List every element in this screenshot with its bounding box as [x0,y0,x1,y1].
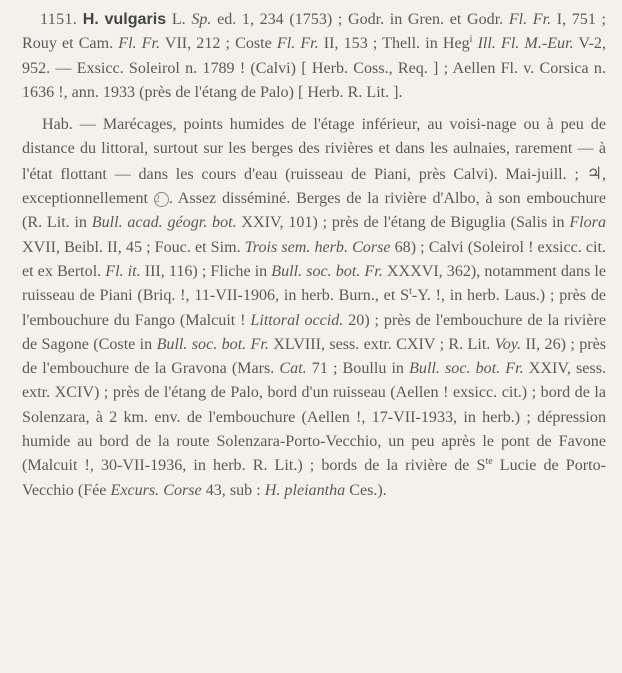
habitat-text: Hab. — Marécages, points humides de l'étage inférieur, au voisi-nage ou à peu de distance du littoral, surtout sur les berges des rivières et dans les aulnaies, rarement — à l'état flottant — dans les cours d'eau (ruisseau de Piani, près Calvi). Mai-juill. ; [22,116,606,183]
habitat-text: 43, [205,481,226,499]
habitat-text: 20) ; près de l'embouchure de la rivière de Sagone (Coste in [22,311,606,353]
habitat-text: Lucie de Porto-Vecchio (Fée [22,457,607,499]
citation-text: Godr. [467,11,504,28]
habitat-text: XXIV, sess. extr. XCIV) ; près de l'étang de Palo, bord d'un ruisseau (Aellen ! exsicc. cit.) ; bord de la Solenzara, à 2 km. env. de l'embouchure (Aellen !, 17-VII-1933, in herb.) ; dépression humide au bord de la route Solenzara-Porto-Vecchio, un peu après le pont de Favone (Malcuit !, 30-VII-1936, in herb. R. Lit.) ; bords de la rivière de S [22,360,606,475]
genus-abbrev: H. [82,10,99,28]
work-title: Fl. Fr. [276,35,319,53]
work-title: Littoral occid. [250,311,344,329]
habitat-text: . Assez disséminé. Berges de la rivière d'Albo, à son embouchure (R. Lit. in [22,190,607,232]
habitat-text: XVII, Beibl. II, 45 ; Fouc. et Sim. [22,238,241,256]
superscript: t [409,286,412,298]
work-title: Fl. Fr. [118,35,160,53]
habitat-paragraph [22,113,606,503]
circled-number: 2 [154,192,169,207]
habitat-text: III, 116) ; Fliche in [144,262,268,280]
habitat-text: Ces.). [349,481,387,499]
entry-number: 1151. [40,11,78,28]
work-title: Excurs. Corse [110,481,202,499]
habitat-text: -Y. !, in herb. Laus.) ; près de l'embouchure du Fango (Malcuit ! [22,287,607,329]
authority: L. [171,11,186,28]
habitat-text: 68) ; Calvi (Soleirol ! exsicc. cit. et ex Bertol. [22,238,606,280]
work-title: Fl. it. [105,262,141,280]
habitat-text: XLVIII, sess. extr. CXIV ; R. Lit. [273,335,491,353]
habitat-text: , exceptionnellement [22,165,606,208]
habitat-text: XXIV, 101) ; près de l'étang de Biguglia (Salis in [241,214,565,232]
perennial-symbol: ♃ [586,163,602,183]
citation-text: II, 153 ; Thell. in Heg [323,35,470,53]
work-title: Ill. Fl. M.-Eur. [477,35,574,53]
habitat-text: sub : [229,481,261,499]
habitat-text: 71 ; Boullu in [311,360,404,378]
citation-text: V-2, 952. — Exsicc. Soleirol [22,35,606,77]
species-entry-paragraph [22,7,606,105]
work-title: Bull. acad. géogr. bot. [91,214,237,232]
citation-text: I, 751 ; Rouy et Cam. [22,11,606,53]
habitat-text: XXXVI, 362), notamment dans le ruisseau de Piani (Briq. !, 11-VII-1906, in herb. Burn., et S [22,262,607,305]
work-title: Cat. [279,360,307,378]
work-title: Trois sem. herb. Corse [244,238,391,256]
work-title: Flora [569,214,606,232]
citation-text: VII, 212 ; Coste [164,35,272,53]
work-title: Bull. soc. bot. Fr. [156,335,269,353]
work-title: Fl. Fr. [508,11,552,28]
work-title: Voy. [494,335,522,353]
superscript: i [469,34,473,46]
exsiccata-text: ann. 1933 (près de l'étang de Palo) [ Herb. R. Lit. ]. [71,83,403,101]
work-title: Bull. soc. bot. Fr. [409,360,524,378]
exsiccata-text: n. 1789 ! (Calvi) [ Herb. Coss., Req. ] ; Aellen Fl. v. Corsica n. 1636 !, [22,59,607,101]
superscript: te [485,456,493,468]
species-epithet: vulgaris [104,10,167,28]
taxon-name: H. pleiantha [264,481,346,499]
habitat-text: II, 26) ; près de l'embouchure de la Gravona (Mars. [22,335,607,378]
citation-text: ed. 1, 234 (1753) ; Godr. in Gren. et [217,11,462,28]
sp-abbrev: Sp. [191,11,212,28]
work-title: Bull. soc. bot. Fr. [271,262,383,280]
